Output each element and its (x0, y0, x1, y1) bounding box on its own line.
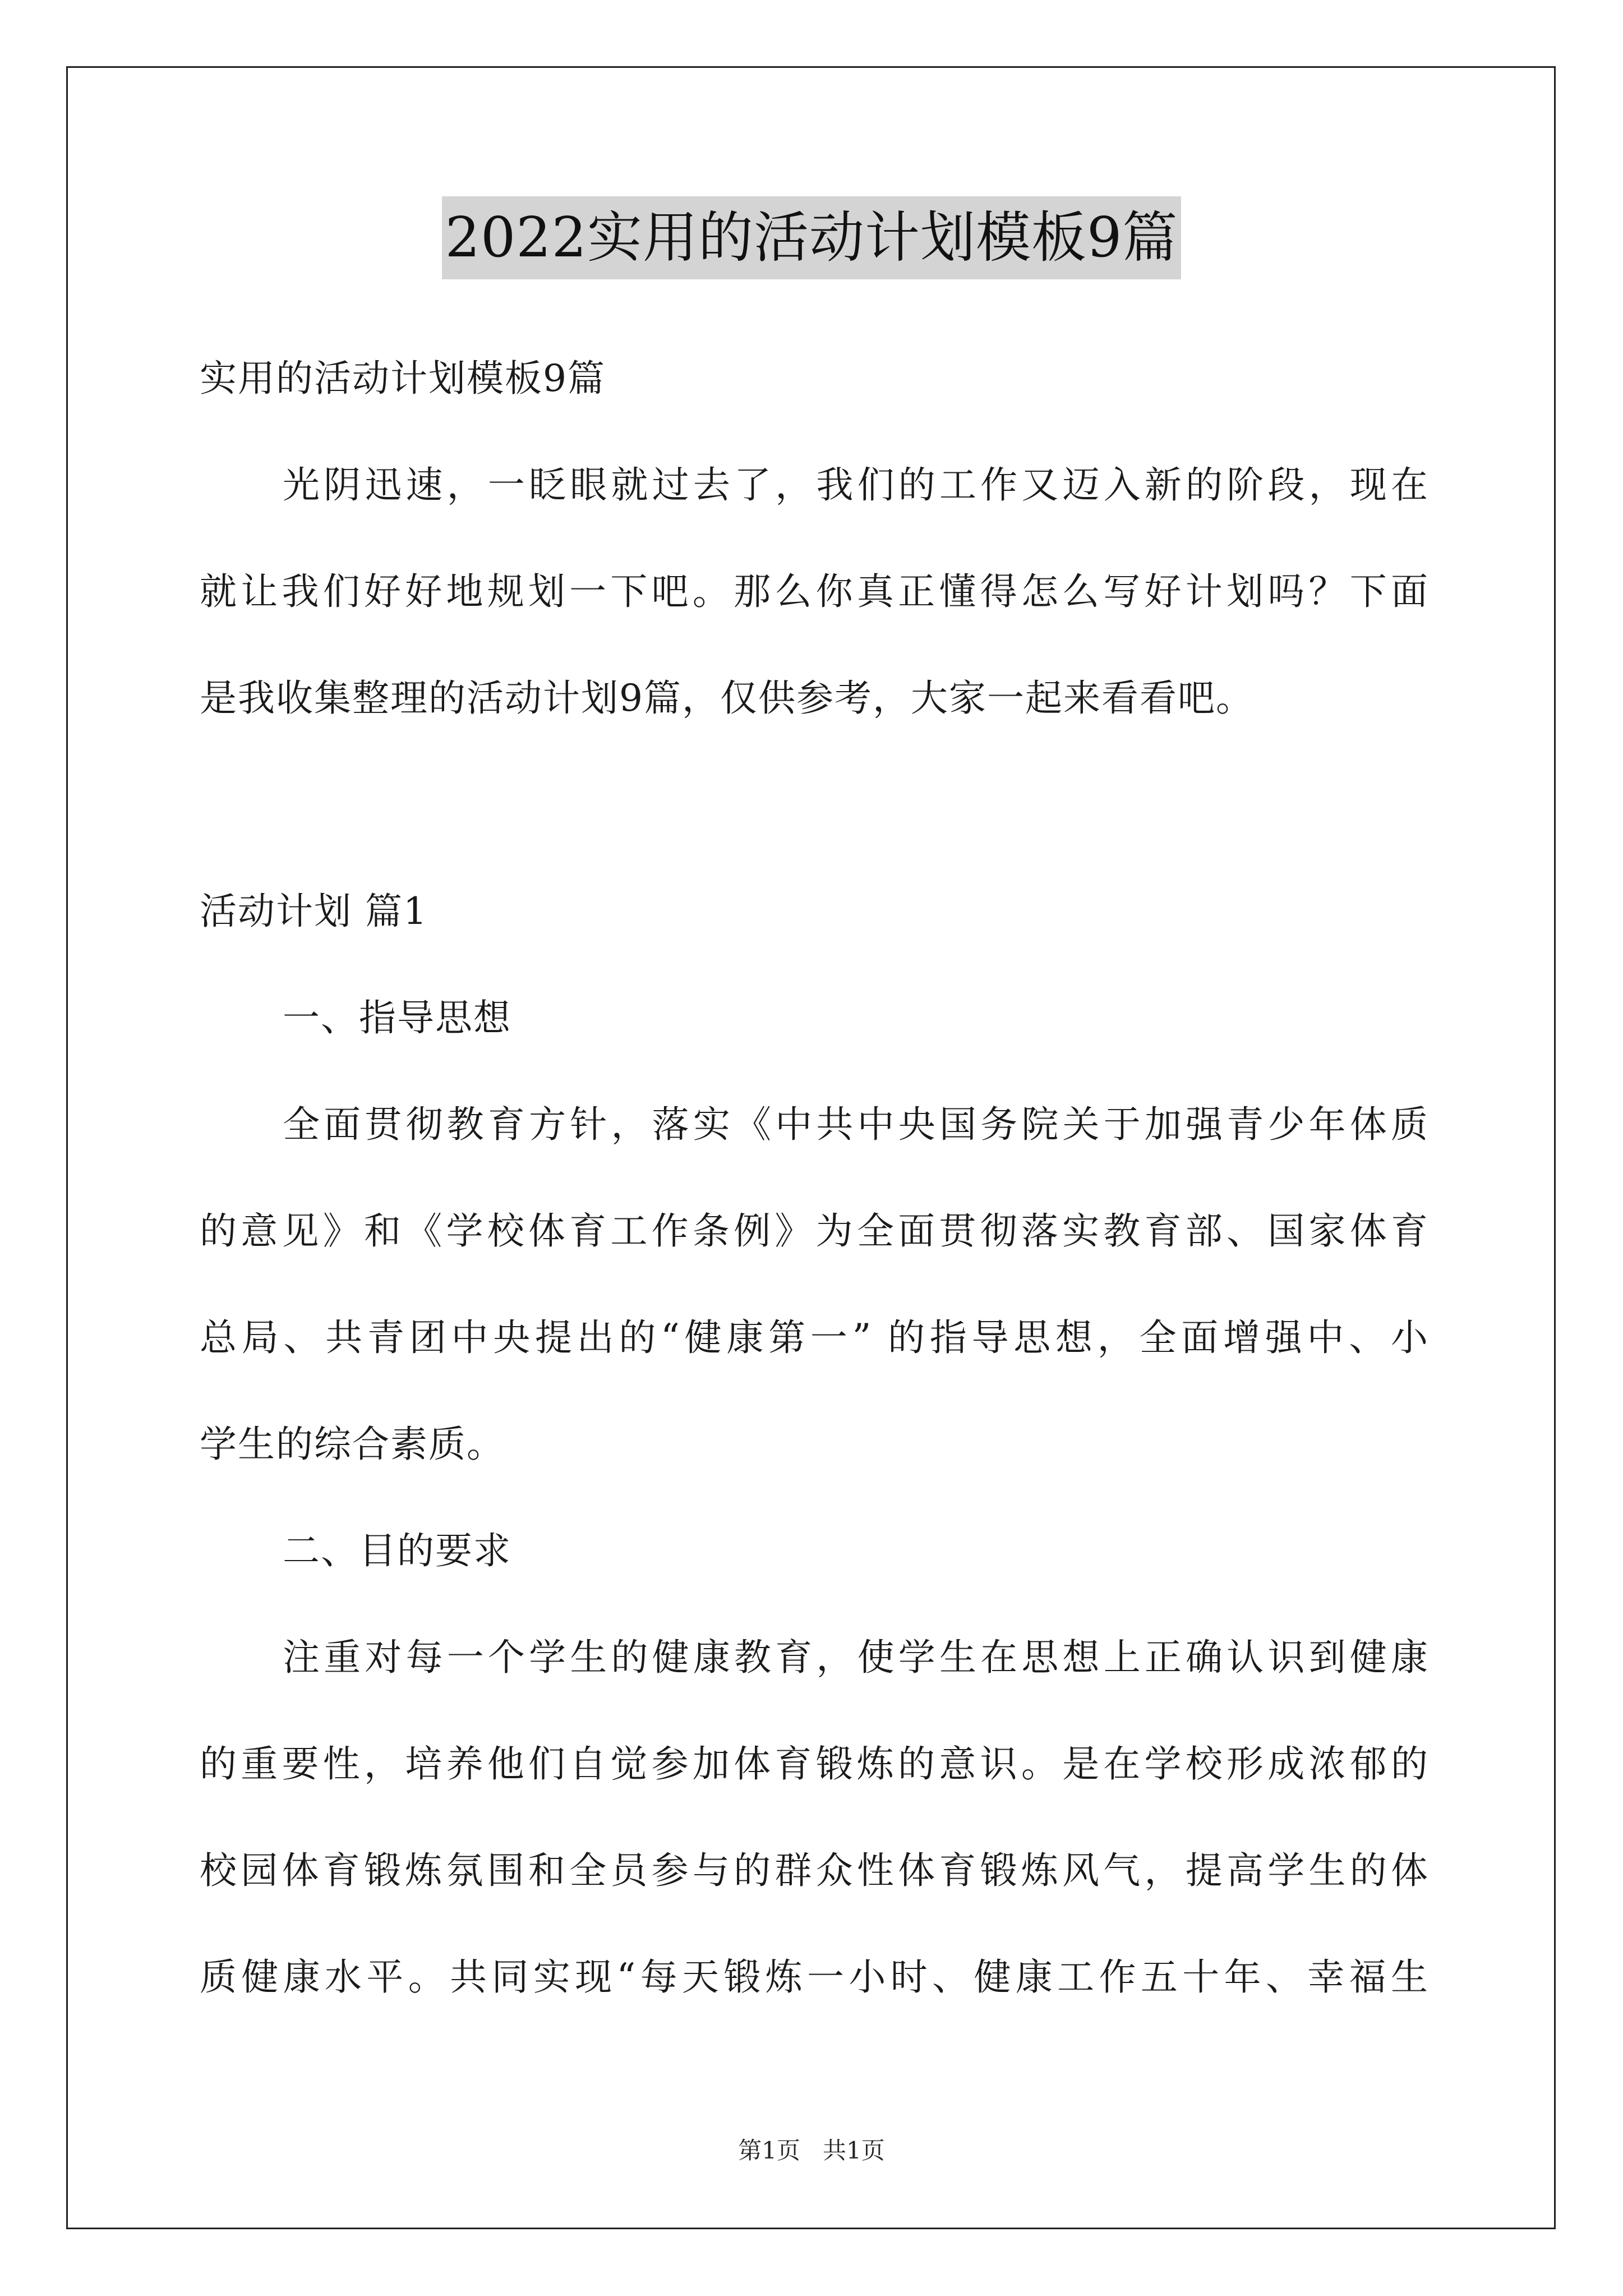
document-title: 2022实用的活动计划模板9篇 (442, 196, 1182, 279)
intro-line-1: 光阴迅速，一眨眼就过去了，我们的工作又迈入新的阶段，现在 (283, 463, 1428, 507)
para-1-line-1: 全面贯彻教育方针，落实《中共中央国务院关于加强青少年体质 (283, 1103, 1428, 1146)
para-1-line-3: 总局、共青团中央提出的“健康第一” 的指导思想，全面增强中、小 (200, 1316, 1428, 1359)
para-2-line-3: 校园体育锻炼氛围和全员参与的群众性体育锻炼风气，提高学生的体 (200, 1849, 1428, 1892)
para-2-line-4: 质健康水平。共同实现“每天锻炼一小时、健康工作五十年、幸福生 (200, 1955, 1428, 1999)
para-1-line-4: 学生的综合素质。 (200, 1423, 505, 1466)
page-footer (0, 2134, 1623, 2168)
title-wrap (0, 196, 1623, 279)
heading-purpose: 二、目的要求 (283, 1529, 511, 1572)
para-2-line-2: 的重要性，培养他们自觉参加体育锻炼的意识。是在学校形成浓郁的 (200, 1742, 1428, 1786)
para-2-line-1: 注重对每一个学生的健康教育，使学生在思想上正确认识到健康 (283, 1636, 1428, 1679)
document-subtitle: 实用的活动计划模板9篇 (200, 357, 606, 400)
section-heading: 活动计划 篇1 (200, 890, 428, 933)
heading-guiding-thought: 一、指导思想 (283, 996, 511, 1039)
intro-line-3: 是我收集整理的活动计划9篇，仅供参考，大家一起来看看吧。 (200, 677, 1254, 720)
page-number: 第1页 (738, 2137, 800, 2164)
page-total: 共1页 (823, 2137, 885, 2164)
intro-line-2: 就让我们好好地规划一下吧。那么你真正懂得怎么写好计划吗？下面 (200, 570, 1428, 613)
para-1-line-2: 的意见》和《学校体育工作条例》为全面贯彻落实教育部、国家体育 (200, 1209, 1428, 1253)
